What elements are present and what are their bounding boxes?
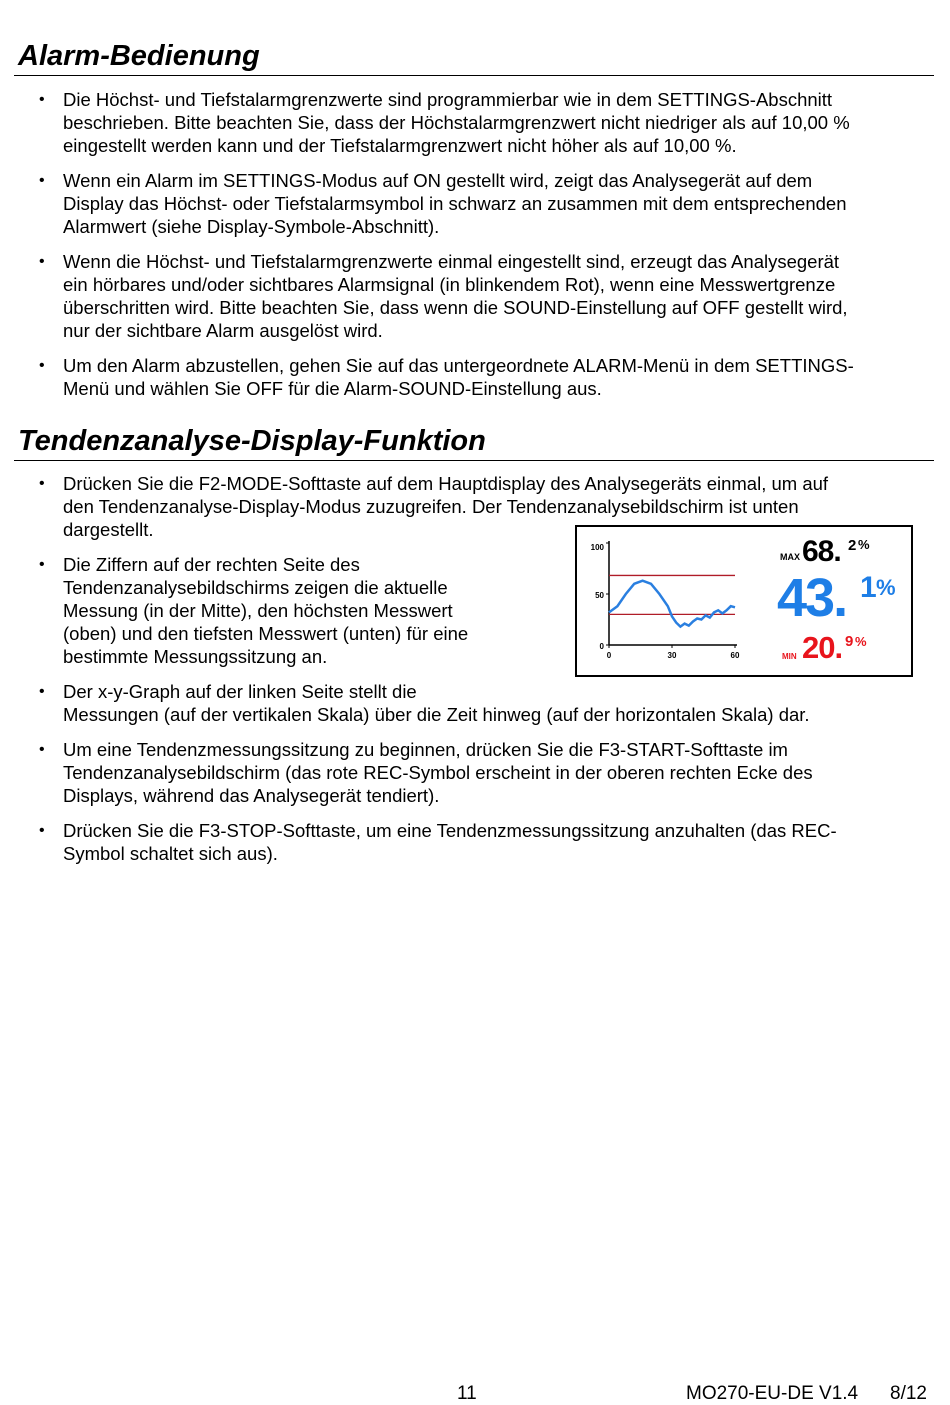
- list-item: [0, 250, 854, 342]
- section-title-alarm: Alarm-Bedienung: [18, 40, 260, 72]
- bullet-text-line: Symbol schaltet sich aus).: [63, 843, 278, 864]
- bullet-text-line: • Um den Alarm abzustellen, gehen Sie auf das untergeordnete ALARM-Menü in dem SETTINGS-: [63, 355, 854, 376]
- section-divider: [14, 75, 934, 76]
- document-id: MO270-EU-DE V1.4: [686, 1383, 859, 1404]
- bullet-text-line: überschritten wird. Bitte beachten Sie, dass wenn die SOUND-Einstellung auf OFF gestellt wird,: [63, 297, 848, 318]
- bullet-text-line: Alarmwert (siehe Display-Symbole-Abschnitt).: [63, 216, 440, 237]
- bullet-text-line: Tendenzanalysebildschirm (das rote REC-Symbol erscheint in der oberen rechten Ecke des: [63, 762, 813, 783]
- min-label: MIN: [782, 652, 797, 661]
- bullet-text-line: • Um eine Tendenzmessungssitzung zu beginnen, drücken Sie die F3-START-Softtaste im: [63, 739, 788, 760]
- bullet-text-line: nur der sichtbare Alarm ausgelöst wird.: [63, 320, 383, 341]
- bullet-text-line: • Wenn die Höchst- und Tiefstalarmgrenzwerte einmal eingestellt sind, erzeugt das Analysegerät: [63, 251, 840, 272]
- y-tick-label: 50: [595, 591, 604, 600]
- bullet-text-line: Messungen (auf der vertikalen Skala) über die Zeit hinweg (auf der horizontalen Skala) dar.: [63, 704, 810, 725]
- bullet-text-line: • Die Höchst- und Tiefstalarmgrenzwerte sind programmierbar wie in dem SETTINGS-Abschnitt: [63, 89, 833, 110]
- bullet-text-line: Tendenzanalysebildschirms zeigen die aktuelle: [63, 577, 448, 598]
- max-value: 68.: [802, 535, 841, 568]
- min-value: 20.: [802, 630, 843, 665]
- bullet-text-line: Display das Höchst- oder Tiefstalarmsymbol in schwarz an zusammen mit dem entsprechenden: [63, 193, 847, 214]
- bullet-text-line: beschrieben. Bitte beachten Sie, dass der Höchstalarmgrenzwert nicht niedriger als auf 10,00 %: [63, 112, 850, 133]
- bullet-text-line: Menü und wählen Sie OFF für die Alarm-SOUND-Einstellung aus.: [63, 378, 602, 399]
- x-tick-label: 0: [606, 651, 612, 660]
- list-item: [0, 738, 837, 807]
- y-tick-label: 100: [590, 543, 604, 552]
- x-tick-label: 30: [667, 651, 677, 660]
- current-unit: %: [876, 575, 896, 600]
- current-value-decimal: 1: [860, 571, 877, 604]
- bullet-text-line: • Drücken Sie die F2-MODE-Softtaste auf dem Hauptdisplay des Analysegeräts einmal, um auf: [63, 473, 829, 494]
- bullet-text-line: bestimmte Messungssitzung an.: [63, 646, 328, 667]
- bullet-text-line: eingestellt werden kann und der Tiefstalarmgrenzwert nicht höher als auf 10,00 %.: [63, 135, 737, 156]
- section-title-trend: Tendenzanalyse-Display-Funktion: [18, 425, 486, 457]
- list-item: [0, 354, 854, 400]
- page-number: 11: [457, 1383, 477, 1404]
- page-count: 8/12: [890, 1383, 927, 1404]
- bullet-text-line: den Tendenzanalyse-Display-Modus zuzugreifen. Der Tendenzanalysebildschirm ist unten: [63, 496, 799, 517]
- bullet-list-alarm: [0, 88, 854, 400]
- bullet-text-line: • Die Ziffern auf der rechten Seite des: [63, 554, 360, 575]
- bullet-text-line: Displays, während das Analysegerät tendiert).: [63, 785, 440, 806]
- trend-display-figure: [575, 525, 913, 677]
- list-item: [0, 169, 854, 238]
- bullet-text-line: (oben) und den tiefsten Messwert (unten) für eine: [63, 623, 469, 644]
- y-tick-label: 0: [599, 642, 604, 651]
- trend-series-line: [609, 581, 735, 627]
- bullet-text-line: • Der x-y-Graph auf der linken Seite stellt die: [63, 681, 417, 702]
- max-label: MAX: [780, 552, 800, 562]
- bullet-text-line: dargestellt.: [63, 519, 154, 540]
- section-divider: [14, 460, 934, 461]
- list-item: [0, 88, 854, 157]
- bullet-text-line: • Drücken Sie die F3-STOP-Softtaste, um eine Tendenzmessungssitzung anzuhalten (das REC-: [63, 820, 837, 841]
- min-value-decimal: 9: [845, 633, 854, 650]
- list-item: [0, 680, 837, 726]
- bullet-text-line: ein hörbares und/oder sichtbares Alarmsignal (in blinkendem Rot), wenn eine Messwertgrenze: [63, 274, 836, 295]
- bullet-text-line: • Wenn ein Alarm im SETTINGS-Modus auf ON gestellt wird, zeigt das Analysegerät auf dem: [63, 170, 813, 191]
- max-value-decimal: 2: [848, 537, 857, 554]
- current-value: 43.: [777, 568, 847, 628]
- x-tick-label: 60: [730, 651, 740, 660]
- bullet-text-line: Messung (in der Mitte), den höchsten Messwert: [63, 600, 453, 621]
- min-unit: %: [855, 634, 867, 649]
- max-unit: %: [858, 537, 870, 552]
- list-item: [0, 819, 837, 865]
